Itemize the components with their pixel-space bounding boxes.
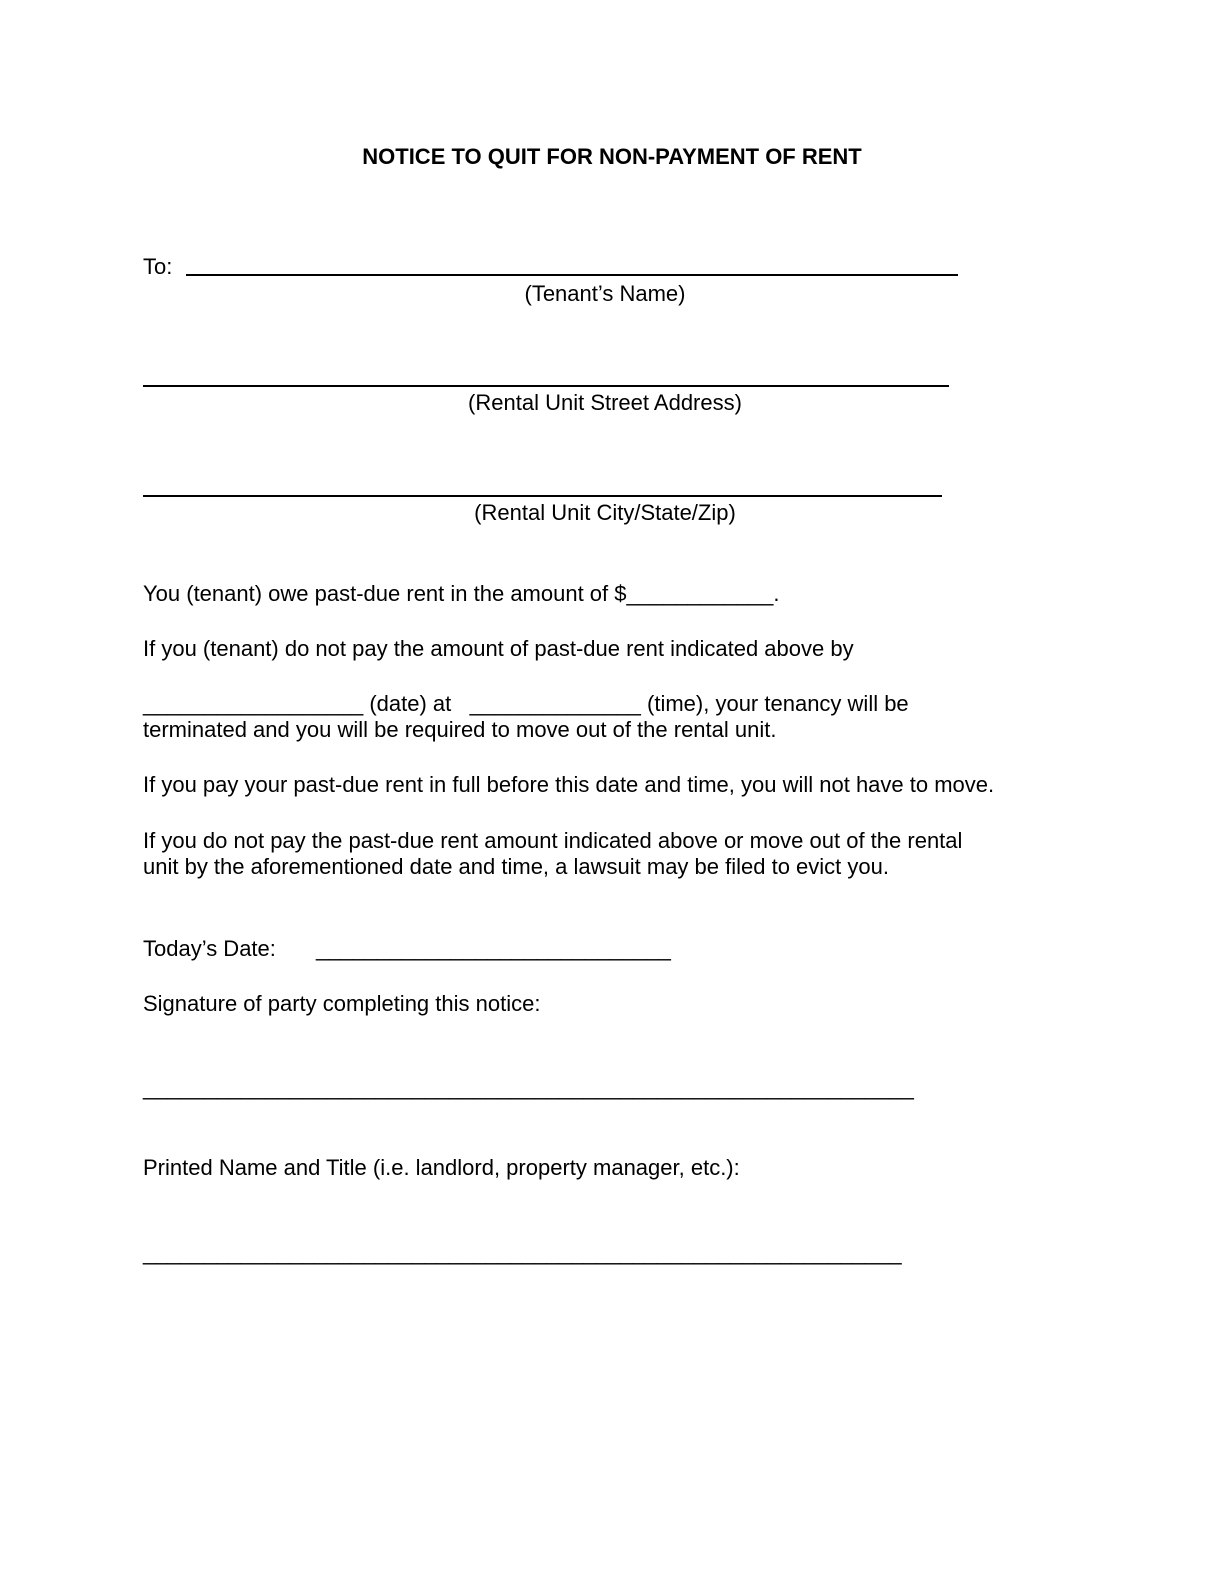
todays-date-blank[interactable]: _____________________________ — [316, 936, 671, 961]
city-state-zip-caption: (Rental Unit City/State/Zip) — [474, 500, 736, 525]
lawsuit-line-1: If you do not pay the past-due rent amount indicated above or move out of the rental — [143, 828, 963, 853]
printed-name-label: Printed Name and Title (i.e. landlord, property manager, etc.): — [143, 1155, 740, 1180]
city-state-zip-line[interactable] — [143, 495, 942, 497]
terminated-line: terminated and you will be required to move out of the rental unit. — [143, 717, 777, 742]
printed-name-blank[interactable]: ______________________________________________________________ — [143, 1240, 902, 1265]
pay-in-full-line: If you pay your past-due rent in full before this date and time, you will not have to move. — [143, 772, 995, 797]
signature-blank[interactable]: _______________________________________________________________ — [143, 1075, 914, 1100]
lawsuit-line-2: unit by the aforementioned date and time, a lawsuit may be filed to evict you. — [143, 854, 889, 879]
tenant-name-line[interactable] — [186, 274, 958, 276]
owe-amount-line: You (tenant) owe past-due rent in the amount of $____________. — [143, 581, 780, 606]
todays-date-label: Today’s Date: — [143, 936, 276, 961]
pay-by-line: If you (tenant) do not pay the amount of past-due rent indicated above by — [143, 636, 854, 661]
tenant-name-caption: (Tenant’s Name) — [524, 281, 686, 306]
street-address-line[interactable] — [143, 385, 949, 387]
to-label: To: — [143, 254, 173, 279]
document-title: NOTICE TO QUIT FOR NON-PAYMENT OF RENT — [362, 144, 862, 169]
street-address-caption: (Rental Unit Street Address) — [468, 390, 742, 415]
signature-label: Signature of party completing this notice: — [143, 991, 541, 1016]
date-time-line: __________________ (date) at ______________ (time), your tenancy will be — [143, 691, 909, 716]
